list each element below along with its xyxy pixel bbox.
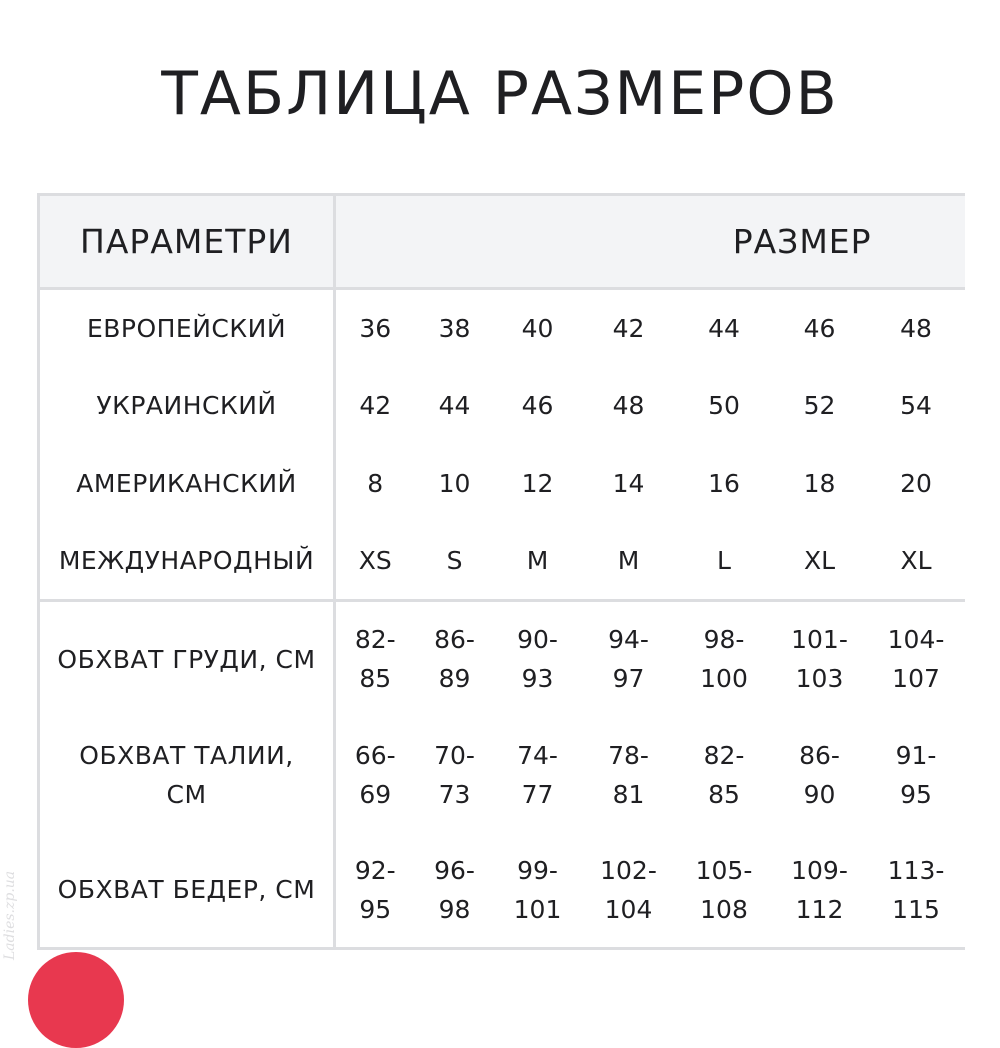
size-cell bbox=[581, 833, 677, 949]
row-label: ЕВРОПЕЙСКИЙ bbox=[39, 289, 335, 367]
size-value: 74-77 bbox=[517, 740, 558, 809]
size-cell bbox=[772, 601, 868, 717]
size-value: 52 bbox=[803, 391, 836, 420]
size-cell bbox=[495, 445, 581, 523]
size-cell bbox=[772, 833, 868, 949]
size-value: L bbox=[717, 546, 731, 576]
size-value: 70-73 bbox=[434, 740, 475, 809]
size-value: 46 bbox=[803, 313, 836, 343]
size-value: 113-115 bbox=[887, 855, 945, 924]
row-label: ОБХВАТ БЕДЕР, СМ bbox=[39, 833, 335, 949]
size-value: 78-81 bbox=[608, 740, 649, 809]
size-value: 92-95 bbox=[354, 855, 396, 924]
size-value: 14 bbox=[612, 469, 645, 498]
size-value: 18 bbox=[803, 469, 836, 498]
size-value: XL bbox=[900, 546, 932, 576]
size-cell bbox=[335, 289, 415, 367]
size-value: 20 bbox=[900, 469, 932, 498]
size-value: 90-93 bbox=[517, 625, 558, 694]
size-value: 105-108 bbox=[695, 855, 753, 924]
size-value: 86-90 bbox=[799, 740, 840, 809]
size-table bbox=[37, 193, 965, 950]
size-table-container bbox=[37, 193, 1000, 950]
size-cell bbox=[677, 523, 772, 601]
size-cell bbox=[581, 523, 677, 601]
size-value: 44 bbox=[708, 313, 740, 343]
size-cell bbox=[581, 289, 677, 367]
size-value: 40 bbox=[521, 313, 554, 343]
size-value: 66-69 bbox=[354, 740, 396, 809]
table-row bbox=[39, 289, 965, 367]
size-value: 50 bbox=[708, 391, 740, 420]
size-cell bbox=[415, 367, 495, 445]
size-cell bbox=[868, 289, 965, 367]
size-value: 98-100 bbox=[700, 625, 748, 694]
size-value: 54 bbox=[900, 391, 932, 420]
size-cell bbox=[415, 523, 495, 601]
row-label: МЕЖДУНАРОДНЫЙ bbox=[39, 523, 335, 601]
size-value: 48 bbox=[612, 391, 645, 420]
size-cell bbox=[677, 601, 772, 717]
size-value: 82-85 bbox=[703, 740, 745, 809]
size-value: 102-104 bbox=[600, 855, 657, 924]
size-cell bbox=[495, 289, 581, 367]
size-cell bbox=[335, 717, 415, 833]
size-value: M bbox=[617, 546, 640, 576]
table-row bbox=[39, 601, 965, 717]
size-value: 82-85 bbox=[354, 625, 396, 694]
size-cell bbox=[677, 717, 772, 833]
size-value: 101-103 bbox=[791, 625, 848, 694]
table-body bbox=[39, 289, 965, 949]
size-cell bbox=[581, 601, 677, 717]
size-cell bbox=[868, 445, 965, 523]
size-cell bbox=[868, 601, 965, 717]
size-value: 44 bbox=[438, 391, 471, 420]
size-value: 86-89 bbox=[434, 625, 475, 694]
table-row bbox=[39, 445, 965, 523]
size-cell bbox=[868, 523, 965, 601]
size-cell bbox=[335, 523, 415, 601]
table-row bbox=[39, 367, 965, 445]
page-title: ТАБЛИЦА РАЗМЕРОВ bbox=[161, 59, 839, 129]
size-value: 99-101 bbox=[513, 855, 562, 924]
size-cell bbox=[495, 833, 581, 949]
size-cell bbox=[335, 833, 415, 949]
size-cell bbox=[335, 445, 415, 523]
size-cell bbox=[677, 445, 772, 523]
row-label: ОБХВАТ ГРУДИ, СМ bbox=[39, 601, 335, 717]
size-value: 12 bbox=[521, 469, 554, 498]
size-value: 96-98 bbox=[434, 855, 475, 924]
size-value: 42 bbox=[359, 391, 392, 420]
size-value: XS bbox=[358, 546, 392, 576]
size-cell bbox=[772, 523, 868, 601]
size-cell bbox=[495, 717, 581, 833]
size-cell bbox=[772, 289, 868, 367]
size-cell bbox=[581, 717, 677, 833]
size-cell bbox=[772, 717, 868, 833]
table-row bbox=[39, 523, 965, 601]
size-value: 109-112 bbox=[791, 855, 848, 924]
size-cell bbox=[868, 367, 965, 445]
size-value: S bbox=[446, 546, 463, 576]
size-value: 10 bbox=[438, 469, 471, 498]
watermark: Ladies.zp.ua bbox=[2, 870, 18, 960]
size-value: 46 bbox=[521, 391, 554, 420]
size-cell bbox=[868, 717, 965, 833]
size-value: 91-95 bbox=[895, 740, 937, 809]
size-value: 36 bbox=[359, 313, 392, 343]
size-value: 104-107 bbox=[887, 625, 945, 694]
size-cell bbox=[772, 445, 868, 523]
red-action-button-partial[interactable] bbox=[28, 952, 124, 1048]
size-cell bbox=[677, 833, 772, 949]
size-column-header: РАЗМЕР bbox=[335, 195, 965, 289]
size-cell bbox=[581, 367, 677, 445]
size-value: 94-97 bbox=[608, 625, 649, 694]
size-cell bbox=[335, 367, 415, 445]
size-cell bbox=[415, 289, 495, 367]
table-row bbox=[39, 833, 965, 949]
size-cell bbox=[581, 445, 677, 523]
size-cell bbox=[495, 367, 581, 445]
size-cell bbox=[772, 367, 868, 445]
size-cell bbox=[677, 289, 772, 367]
size-cell bbox=[495, 523, 581, 601]
size-value: XL bbox=[803, 546, 836, 576]
size-cell bbox=[415, 445, 495, 523]
size-cell bbox=[415, 601, 495, 717]
size-value: 16 bbox=[708, 469, 740, 498]
size-cell bbox=[868, 833, 965, 949]
table-header-row bbox=[39, 195, 965, 289]
row-label: УКРАИНСКИЙ bbox=[39, 367, 335, 445]
table-row bbox=[39, 717, 965, 833]
size-cell bbox=[495, 601, 581, 717]
size-value: 48 bbox=[900, 313, 932, 343]
row-label: ОБХВАТ ТАЛИИ, СМ bbox=[39, 717, 335, 833]
size-cell bbox=[415, 717, 495, 833]
size-cell bbox=[415, 833, 495, 949]
row-label: АМЕРИКАНСКИЙ bbox=[39, 445, 335, 523]
size-value: 38 bbox=[438, 313, 471, 343]
size-cell bbox=[335, 601, 415, 717]
size-cell bbox=[677, 367, 772, 445]
size-value: 8 bbox=[367, 469, 384, 498]
size-value: 42 bbox=[612, 313, 645, 343]
size-value: M bbox=[526, 546, 549, 576]
param-column-header: ПАРАМЕТРИ bbox=[39, 195, 335, 289]
